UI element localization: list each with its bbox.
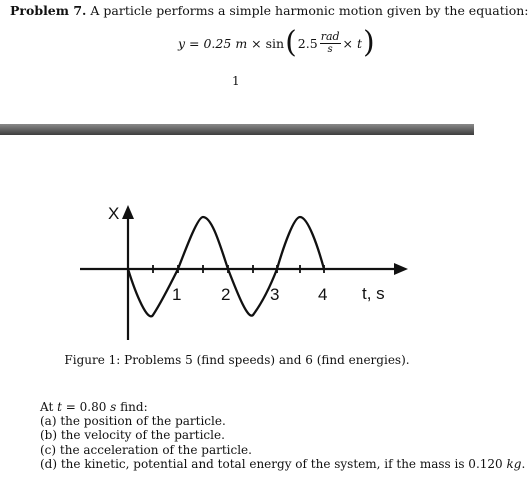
- tick-label-3: 3: [270, 285, 280, 304]
- question-intro: [40, 400, 525, 414]
- unit-fraction: [320, 30, 341, 56]
- close-paren: ): [363, 25, 375, 60]
- open-paren: (: [285, 25, 297, 60]
- question-b: (b) the velocity of the particle.: [40, 428, 225, 443]
- question-d-period: .: [521, 456, 526, 471]
- question-d-text: (d) the kinetic, potential and total energy of the system, if the mass is 0.120: [40, 456, 503, 471]
- tick-label-4: 4: [318, 285, 328, 304]
- equation-times-t: × t: [342, 35, 363, 51]
- intro-prefix: At: [40, 400, 54, 414]
- question-d-unit: kg: [506, 456, 522, 471]
- x-axis-label: t, s: [362, 284, 385, 303]
- intro-variable: t: [57, 400, 62, 414]
- page-divider: [0, 124, 474, 135]
- y-axis-arrow: [122, 205, 134, 219]
- sine-wave-figure: [0, 195, 474, 350]
- intro-unit: s: [110, 400, 117, 414]
- equation-lhs: y = 0.25: [178, 35, 232, 51]
- motion-equation: [178, 24, 376, 62]
- problem-statement: [10, 3, 529, 18]
- tick-label-1: 1: [172, 285, 182, 304]
- equation-coefficient: 2.5: [297, 35, 318, 51]
- fraction-denominator: s: [327, 44, 333, 55]
- x-axis-arrow: [394, 263, 408, 275]
- y-axis-label: X: [108, 204, 120, 223]
- problem-text: A particle performs a simple harmonic motion given by the equation:: [90, 3, 529, 18]
- intro-suffix: find:: [120, 400, 148, 414]
- equation-unit-m: m: [235, 35, 248, 51]
- question-d: [40, 457, 525, 471]
- equation-sin: × sin: [251, 35, 285, 51]
- question-a: (a) the position of the particle.: [40, 414, 226, 429]
- question-list: [40, 400, 525, 471]
- tick-label-2: 2: [221, 285, 231, 304]
- figure-caption: Figure 1: Problems 5 (find speeds) and 6 (find energies).: [64, 353, 410, 367]
- intro-value: = 0.80: [61, 400, 107, 414]
- fraction-numerator: rad: [320, 30, 340, 43]
- question-c: (c) the acceleration of the particle.: [40, 442, 252, 457]
- page-number: 1: [232, 74, 240, 88]
- problem-number: Problem 7.: [10, 3, 87, 18]
